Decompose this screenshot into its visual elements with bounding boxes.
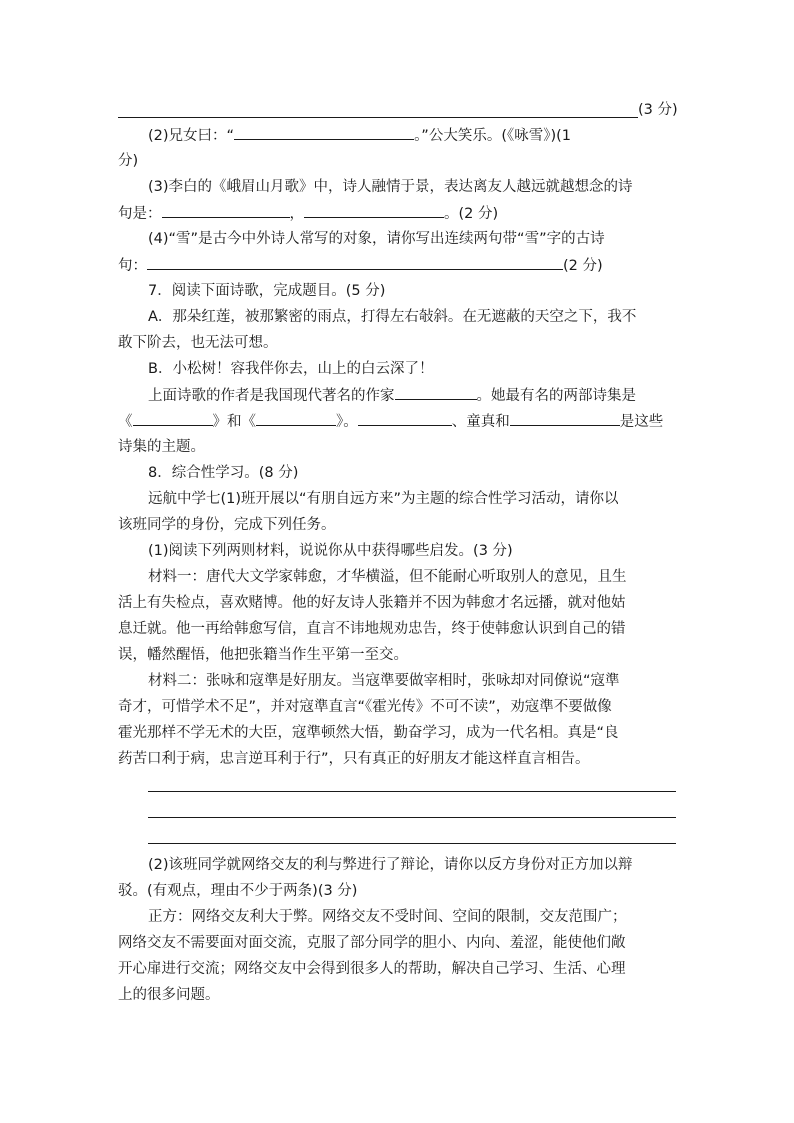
q6-4-suffix: (2 分) [563,258,603,274]
q8-pro-l1: 正方：网络交友利大于弊。网络交友不受时间、空间的限制，交友范围广； [148,909,627,925]
q8-sub-2-l1: (2)该班同学就网络交友的利与弊进行了辩论，请你以反方身份对正方加以辩 [148,857,633,873]
blank-q7-book-1[interactable] [133,411,213,426]
q6-4-line1: (4)“雪”是古今中外诗人常写的对象，请你写出连续两句带“雪”字的古诗 [148,231,605,247]
q7-poem-b: B．小松树！容我伴你去，山上的白云深了！ [148,361,434,377]
q6-4-prefix: 句： [118,258,147,274]
blank-q6-2[interactable] [234,125,414,140]
q8-material-2-l3: 霍光那样不学无术的大臣，寇準顿然大悟，勤奋学习，成为一代名相。真是“良 [118,725,619,741]
q8-material-1-l3: 息迁就。他一再给韩愈写信，直言不讳地规劝忠告，终于使韩愈认识到自己的错 [118,621,626,637]
q8-material-1-l2: 活上有失检点，喜欢赌博。他的好友诗人张籍并不因为韩愈才名远播，就对他姑 [118,595,626,611]
q6-4-line2 [118,255,603,276]
q6-2-mid: 。”公大笑乐。(《咏雪》)(1 [414,128,572,144]
q8-sub-2-l2: 驳。(有观点，理由不少于两条)(3 分) [118,883,358,899]
blank-q6-4[interactable] [147,255,563,270]
q7-q1-suffix: 。她最有名的两部诗集是 [476,388,636,404]
q6-3-prefix: 句是： [118,206,162,222]
blank-q7-theme-2[interactable] [510,411,620,426]
q6-3-line2 [118,203,498,224]
q7-title: 7．阅读下面诗歌，完成题目。(5 分) [148,283,386,299]
q8-material-2-l2: 奇才，可惜学术不足”，并对寇準直言“《霍光传》不可不读”，劝寇準不要做像 [118,699,612,715]
blank-q7-theme-1[interactable] [358,411,452,426]
q7-poem-a-1: A．那朵红莲，被那繁密的雨点，打得左右敧斜。在无遮蔽的天空之下，我不 [148,309,637,325]
answer-line-q8-2[interactable] [148,817,676,818]
answer-line-q6-1 [118,117,638,118]
q6-3-suffix: 。(2 分) [444,206,499,222]
answer-line-q8-3[interactable] [148,843,676,844]
q6-2-cont: 分) [118,153,139,169]
blank-q7-book-2[interactable] [256,411,336,426]
q8-intro-2: 该班同学的身份，完成下列任务。 [118,517,336,533]
q6-1-score: (3 分) [638,102,678,118]
q7-q2-mid: 》和《 [212,414,256,430]
q8-pro-l2: 网络交友不需要面对面交流，克服了部分同学的胆小、内向、羞涩，能使他们敞 [118,935,626,951]
q7-q2-close: 》。 [336,414,358,430]
q7-question-2 [118,411,663,432]
blank-q7-author[interactable] [395,385,477,400]
q6-3-line1: (3)李白的《峨眉山月歌》中，诗人融情于景，表达离友人越远就越想念的诗 [148,179,633,195]
q8-pro-l4: 上的很多问题。 [118,987,220,1003]
q7-poem-a-2: 敢下阶去，也无法可想。 [118,335,278,351]
q8-sub-1: (1)阅读下列两则材料，说说你从中获得哪些启发。(3 分) [148,543,513,559]
blank-q6-3-b[interactable] [304,203,444,218]
q6-3-comma: ， [289,206,304,222]
q8-material-2-l4: 药苦口利于病，忠言逆耳利于行”，只有真正的好朋友才能这样直言相告。 [118,751,590,767]
answer-line-q8-1[interactable] [148,791,676,792]
q7-question-1 [148,385,636,406]
q8-intro-1: 远航中学七(1)班开展以“有朋自远方来”为主题的综合性学习活动，请你以 [148,491,619,507]
q7-q2-open: 《 [118,414,133,430]
q7-q2-dun: 、童真和 [451,414,510,430]
q7-question-3: 诗集的主题。 [118,439,205,455]
q6-2-line [148,125,571,146]
q7-q2-suffix: 是这些 [619,414,664,430]
q6-2-prefix: (2)兄女曰：“ [148,128,235,144]
q8-material-1-l4: 误，幡然醒悟，他把张籍当作生平第一至交。 [118,647,408,663]
q8-material-2-l1: 材料二：张咏和寇準是好朋友。当寇準要做宰相时，张咏却对同僚说“寇準 [148,673,620,689]
q8-title: 8．综合性学习。(8 分) [148,465,299,481]
q8-material-1-l1: 材料一：唐代大文学家韩愈，才华横溢，但不能耐心听取别人的意见，且生 [148,569,627,585]
q8-pro-l3: 开心扉进行交流；网络交友中会得到很多人的帮助，解决自己学习、生活、心理 [118,961,626,977]
q7-q1-prefix: 上面诗歌的作者是我国现代著名的作家 [148,388,395,404]
blank-q6-3-a[interactable] [162,203,290,218]
